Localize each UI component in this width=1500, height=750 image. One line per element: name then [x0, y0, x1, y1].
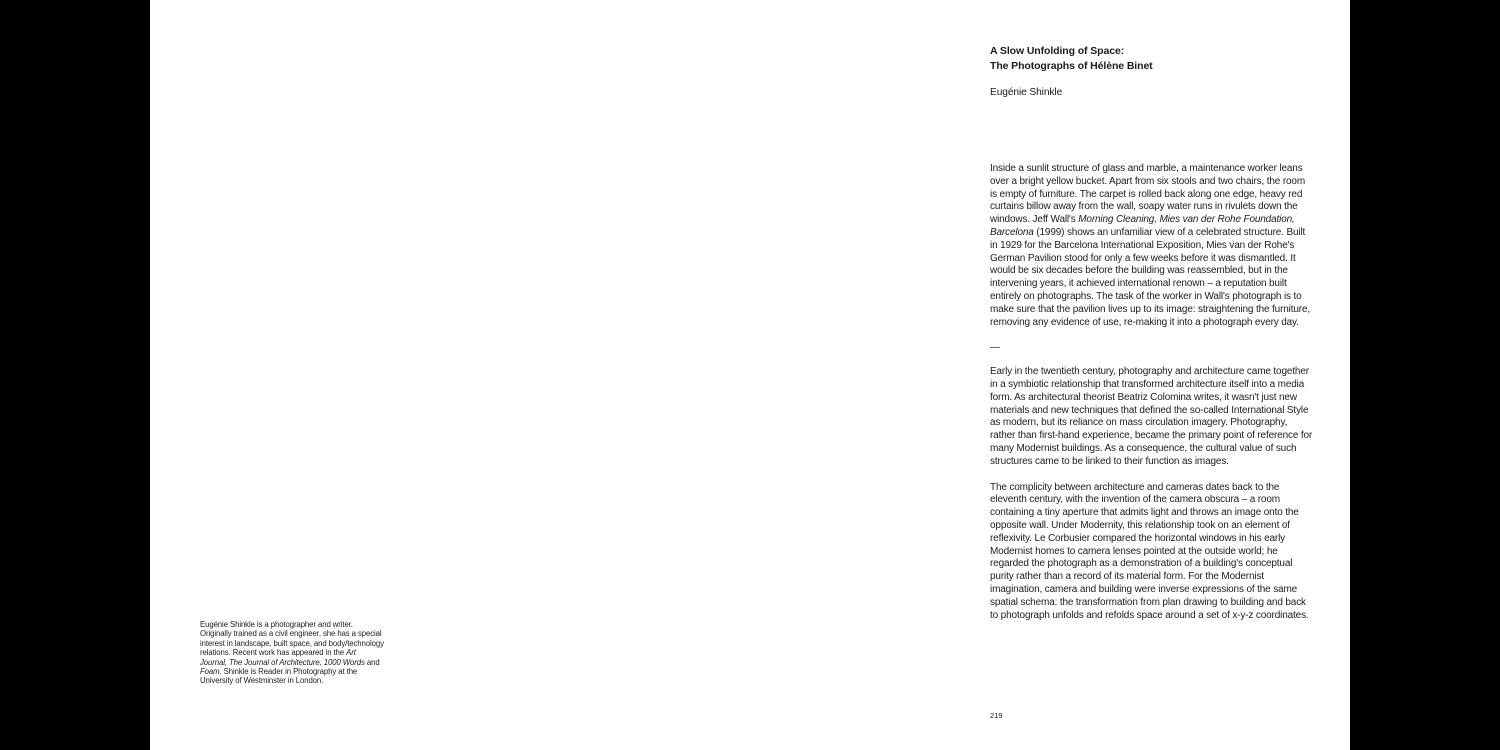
- page-number: 219: [990, 711, 1003, 720]
- body-paragraph-2: Early in the twentieth century, photography and architecture came together in a symbiotic relationship that transformed architecture itself into a media form. As architectural theorist Beatriz Colomina writes, it wasn't just new materials and new techniques that defined the so-called International Style as modern, but its reliance on mass circulation imagery. Photography, rather than first-hand experience, became the primary point of reference for many Modernist buildings. As a consequence, the cultural value of such structures came to be linked to their function as images.: [990, 366, 1313, 467]
- section-separator-dash: —: [990, 342, 1000, 354]
- article-title-line1: A Slow Unfolding of Space:: [990, 45, 1125, 57]
- article-body: [990, 163, 1313, 635]
- book-spread: [150, 0, 1350, 750]
- body-paragraph-1: Inside a sunlit structure of glass and marble, a maintenance worker leans over a bright yellow bucket. Apart from six stools and two chairs, the room is empty of furniture. The carpet is rolled back along one edge, heavy red curtains billow away from the wall, soapy water runs in rivulets down the windows. Jeff Wall's Morning Cleaning, Mies van der Rohe Foundation, Barcelona (1999) shows an unfamiliar view of a celebrated structure. Built in 1929 for the Barcelona International Exposition, Mies van der Rohe's German Pavilion stood for only a few weeks before it was dismantled. It would be six decades before the building was reassembled, but in the intervening years, it achieved international renown – a reputation built entirely on photographs. The task of the worker in Wall's photograph is to make sure that the pavilion lives up to its image: straightening the furniture, removing any evidence of use, re-making it into a photograph every day.: [990, 163, 1310, 328]
- article-title-line2: The Photographs of Hélène Binet: [990, 59, 1153, 72]
- body-paragraph-3: The complicity between architecture and cameras dates back to the eleventh century, with the invention of the camera obscura – a room containing a tiny aperture that admits light and throws an image onto the opposite wall. Under Modernity, this relationship took on an element of reflexivity. Le Corbusier compared the horizontal windows in his early Modernist homes to camera lenses pointed at the outside world; he regarded the photograph as a demonstration of a building's conceptual purity rather than a record of its material form. For the Modernist imagination, camera and building were inverse expressions of the same spatial schema: the transformation from plan drawing to building and back to photograph unfolds and refolds space around a set of x-y-z coordinates.: [990, 481, 1309, 621]
- article-author: Eugénie Shinkle: [990, 87, 1063, 98]
- contributor-bio: Eugénie Shinkle is a photographer and writer. Originally trained as a civil engineer, she has a special interest in landscape, built space, and body/technology relations. Recent work has appeared in the Art Journal, The Journal of Architecture, 1000 Words and Foam. Shinkle is Reader in Photography at the University of Westminster in London.: [200, 620, 384, 686]
- article-title: [990, 44, 1312, 74]
